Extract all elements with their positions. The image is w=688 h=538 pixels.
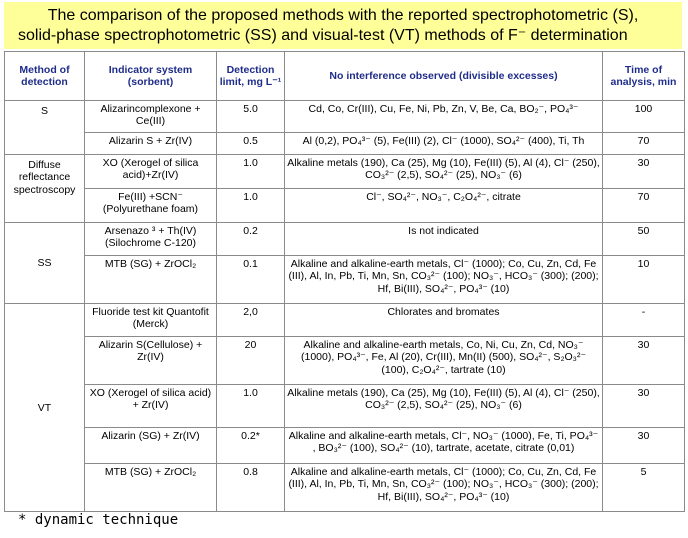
table-row — [5, 223, 685, 256]
interference-cell: Al (0,2), PO₄³⁻ (5), Fe(III) (2), Cl⁻ (1000), SO₄²⁻ (400), Ti, Th — [285, 133, 603, 155]
time-cell: 70 — [603, 189, 685, 223]
interference-cell: Alkaline and alkaline-earth metals, Co, Ni, Cu, Zn, Cd, NO₃⁻ (1000), PO₄³⁻, Fe, Al (20), Cr(III), Mn(II) (500), SO₄²⁻, S₂O₃²⁻ (100), C₂O₄²⁻, tartrate (10) — [285, 337, 603, 385]
indicator-cell: Alizarin (SG) + Zr(IV) — [85, 428, 217, 464]
interference-cell: Is not indicated — [285, 223, 603, 256]
limit-cell: 2,0 — [217, 304, 285, 337]
indicator-cell: Alizarin S + Zr(IV) — [85, 133, 217, 155]
title-line-1: The comparison of the proposed methods with the reported spectrophotometric (S), — [47, 7, 639, 24]
time-cell: 5 — [603, 464, 685, 512]
limit-cell: 0.8 — [217, 464, 285, 512]
table-row — [5, 385, 685, 428]
table-row — [5, 133, 685, 155]
slide-title — [4, 2, 682, 49]
interference-cell: Cl⁻, SO₄²⁻, NO₃⁻, C₂O₄²⁻, citrate — [285, 189, 603, 223]
time-cell: 10 — [603, 256, 685, 304]
interference-cell: Alkaline metals (190), Ca (25), Mg (10), Fe(III) (5), Al (4), Cl⁻ (250), CO₃²⁻ (2,5), SO₄²⁻ (25), NO₃⁻ (6) — [285, 155, 603, 189]
limit-cell: 20 — [217, 337, 285, 385]
interference-cell: Alkaline and alkaline-earth metals, Cl⁻, NO₃⁻ (1000), Fe, Ti, PO₄³⁻ , BO₃²⁻ (100), SO₄²⁻ (10), tartrate, acetate, citrate (0,01) — [285, 428, 603, 464]
time-cell: 30 — [603, 337, 685, 385]
indicator-cell: XO (Xerogel of silica acid) + Zr(IV) — [85, 385, 217, 428]
time-cell: 30 — [603, 385, 685, 428]
table-row — [5, 337, 685, 385]
time-cell: 100 — [603, 101, 685, 133]
table-row — [5, 464, 685, 512]
indicator-cell: Alizarincomplexone + Ce(III) — [85, 101, 217, 133]
header-indicator: Indicator system (sorbent) — [85, 52, 217, 101]
comparison-table — [4, 51, 685, 512]
limit-cell: 5.0 — [217, 101, 285, 133]
time-cell: - — [603, 304, 685, 337]
indicator-cell: MTB (SG) + ZrOCl₂ — [85, 464, 217, 512]
table-row — [5, 155, 685, 189]
interference-cell: Alkaline and alkaline-earth metals, Cl⁻ (1000); Co, Cu, Zn, Cd, Fe (III), Al, In, Pb, Ti, Mn, Sn, CO₃²⁻ (100); NO₃⁻, HCO₃⁻ (300); (200); Hf, Bi(III), SO₄²⁻, PO₄³⁻ (10) — [285, 464, 603, 512]
interference-cell: Alkaline metals (190), Ca (25), Mg (10), Fe(III) (5), Al (4), Cl⁻ (250), CO₃²⁻ (2,5), SO₄²⁻ (25), NO₃⁻ (6) — [285, 385, 603, 428]
method-cell-vt: VT — [5, 304, 85, 512]
limit-cell: 1.0 — [217, 155, 285, 189]
time-cell: 50 — [603, 223, 685, 256]
table-row — [5, 101, 685, 133]
table-row — [5, 428, 685, 464]
indicator-cell: Fluoride test kit Quantofit (Merck) — [85, 304, 217, 337]
method-cell-drs: Diffuse reflectance spectroscopy — [5, 155, 85, 223]
interference-cell: Cd, Co, Cr(III), Cu, Fe, Ni, Pb, Zn, V, Be, Ca, BO₂⁻, PO₄³⁻ — [285, 101, 603, 133]
header-row — [5, 52, 685, 101]
table-row — [5, 256, 685, 304]
interference-cell: Chlorates and bromates — [285, 304, 603, 337]
limit-cell: 1.0 — [217, 385, 285, 428]
header-interference: No interference observed (divisible excesses) — [285, 52, 603, 101]
indicator-cell: Arsenazo ³ + Th(IV) (Silochrome C-120) — [85, 223, 217, 256]
limit-cell: 1.0 — [217, 189, 285, 223]
limit-cell: 0.2 — [217, 223, 285, 256]
header-limit: Detection limit, mg L⁻¹ — [217, 52, 285, 101]
limit-cell: 0.5 — [217, 133, 285, 155]
time-cell: 30 — [603, 155, 685, 189]
method-cell-ss: SS — [5, 223, 85, 304]
indicator-cell: MTB (SG) + ZrOCl₂ — [85, 256, 217, 304]
limit-cell: 0.1 — [217, 256, 285, 304]
indicator-cell: Alizarin S(Cellulose) + Zr(IV) — [85, 337, 217, 385]
limit-cell: 0.2* — [217, 428, 285, 464]
header-method: Method of detection — [5, 52, 85, 101]
method-cell-s: S — [5, 101, 85, 155]
interference-cell: Alkaline and alkaline-earth metals, Cl⁻ (1000); Co, Cu, Zn, Cd, Fe (III), Al, In, Pb, Ti, Mn, Sn, CO₃²⁻ (100); NO₃⁻, HCO₃⁻ (300); (200); Hf, Bi(III), SO₄²⁻, PO₄³⁻ (10) — [285, 256, 603, 304]
time-cell: 30 — [603, 428, 685, 464]
header-time: Time of analysis, min — [603, 52, 685, 101]
time-cell: 70 — [603, 133, 685, 155]
indicator-cell: XO (Xerogel of silica acid)+Zr(IV) — [85, 155, 217, 189]
table-row — [5, 304, 685, 337]
table-row — [5, 189, 685, 223]
footnote: * dynamic technique — [18, 512, 179, 528]
title-line-2: solid-phase spectrophotometric (SS) and visual-test (VT) methods of F⁻ determination — [18, 27, 628, 44]
indicator-cell: Fe(III) +SCN⁻ (Polyurethane foam) — [85, 189, 217, 223]
